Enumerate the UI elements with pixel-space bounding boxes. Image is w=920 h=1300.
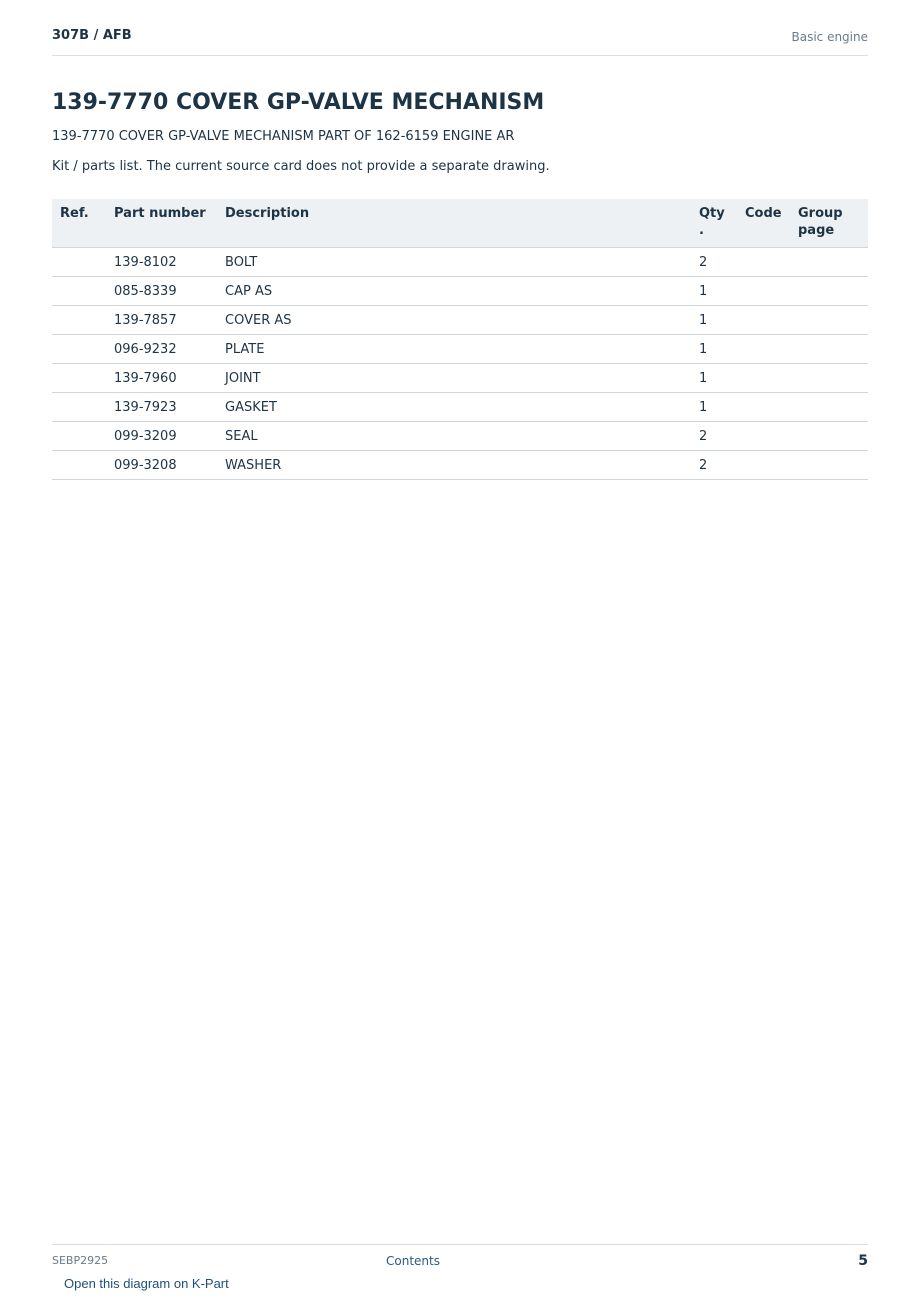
- page-footer: [52, 1244, 868, 1268]
- table-row: [52, 248, 868, 277]
- cell-description: SEAL: [217, 422, 691, 451]
- cell-description: BOLT: [217, 248, 691, 277]
- section-label: Basic engine: [791, 30, 868, 44]
- cell-qty: 1: [691, 335, 737, 364]
- cell-code: [737, 277, 790, 306]
- page-title: 139-7770 COVER GP-VALVE MECHANISM: [52, 90, 545, 115]
- cell-group-page: [790, 364, 868, 393]
- cell-description: GASKET: [217, 393, 691, 422]
- cell-description: CAP AS: [217, 277, 691, 306]
- cell-description: JOINT: [217, 364, 691, 393]
- cell-group-page: [790, 277, 868, 306]
- cell-group-page: [790, 306, 868, 335]
- col-header-group-line1: Group: [798, 206, 843, 221]
- cell-group-page: [790, 335, 868, 364]
- table-header-row: [52, 199, 868, 248]
- cell-qty: 2: [691, 422, 737, 451]
- kpart-diagram-link[interactable]: Open this diagram on K-Part: [64, 1276, 229, 1291]
- page-note: Kit / parts list. The current source card does not provide a separate drawing.: [52, 159, 550, 174]
- cell-code: [737, 248, 790, 277]
- cell-ref: [52, 277, 106, 306]
- cell-code: [737, 335, 790, 364]
- cell-ref: [52, 393, 106, 422]
- page-subtitle: 139-7770 COVER GP-VALVE MECHANISM PART OF 162-6159 ENGINE AR: [52, 129, 515, 144]
- cell-qty: 2: [691, 248, 737, 277]
- cell-part-number: 096-9232: [106, 335, 217, 364]
- cell-code: [737, 364, 790, 393]
- table-row: [52, 277, 868, 306]
- cell-ref: [52, 248, 106, 277]
- col-header-description: Description: [217, 199, 691, 248]
- col-header-qty: [691, 199, 737, 248]
- contents-link[interactable]: Contents: [386, 1254, 440, 1268]
- table-row: [52, 306, 868, 335]
- col-header-ref: Ref.: [52, 199, 106, 248]
- cell-ref: [52, 422, 106, 451]
- col-header-part-number: Part number: [106, 199, 217, 248]
- table-row: [52, 422, 868, 451]
- cell-code: [737, 306, 790, 335]
- col-header-qty-line2: .: [699, 223, 704, 238]
- cell-qty: 1: [691, 364, 737, 393]
- cell-ref: [52, 306, 106, 335]
- model-breadcrumb: 307B / AFB: [52, 28, 132, 43]
- col-header-code: Code: [737, 199, 790, 248]
- cell-code: [737, 422, 790, 451]
- table-row: [52, 451, 868, 480]
- cell-qty: 1: [691, 277, 737, 306]
- cell-part-number: 139-8102: [106, 248, 217, 277]
- cell-part-number: 085-8339: [106, 277, 217, 306]
- parts-table: [52, 199, 868, 480]
- col-header-qty-line1: Qty: [699, 206, 725, 221]
- cell-group-page: [790, 422, 868, 451]
- col-header-group-line2: page: [798, 223, 835, 238]
- cell-part-number: 139-7857: [106, 306, 217, 335]
- cell-qty: 2: [691, 451, 737, 480]
- table-row: [52, 335, 868, 364]
- cell-code: [737, 393, 790, 422]
- cell-ref: [52, 335, 106, 364]
- cell-qty: 1: [691, 393, 737, 422]
- document-id: SEBP2925: [52, 1254, 109, 1267]
- cell-group-page: [790, 393, 868, 422]
- cell-part-number: 099-3209: [106, 422, 217, 451]
- cell-description: WASHER: [217, 451, 691, 480]
- table-row: [52, 364, 868, 393]
- page-header: [52, 28, 868, 56]
- cell-ref: [52, 364, 106, 393]
- cell-group-page: [790, 451, 868, 480]
- page-number: 5: [858, 1253, 868, 1269]
- cell-part-number: 139-7960: [106, 364, 217, 393]
- col-header-group-page: [790, 199, 868, 248]
- cell-description: PLATE: [217, 335, 691, 364]
- cell-ref: [52, 451, 106, 480]
- cell-part-number: 099-3208: [106, 451, 217, 480]
- cell-group-page: [790, 248, 868, 277]
- cell-description: COVER AS: [217, 306, 691, 335]
- table-row: [52, 393, 868, 422]
- cell-qty: 1: [691, 306, 737, 335]
- cell-code: [737, 451, 790, 480]
- cell-part-number: 139-7923: [106, 393, 217, 422]
